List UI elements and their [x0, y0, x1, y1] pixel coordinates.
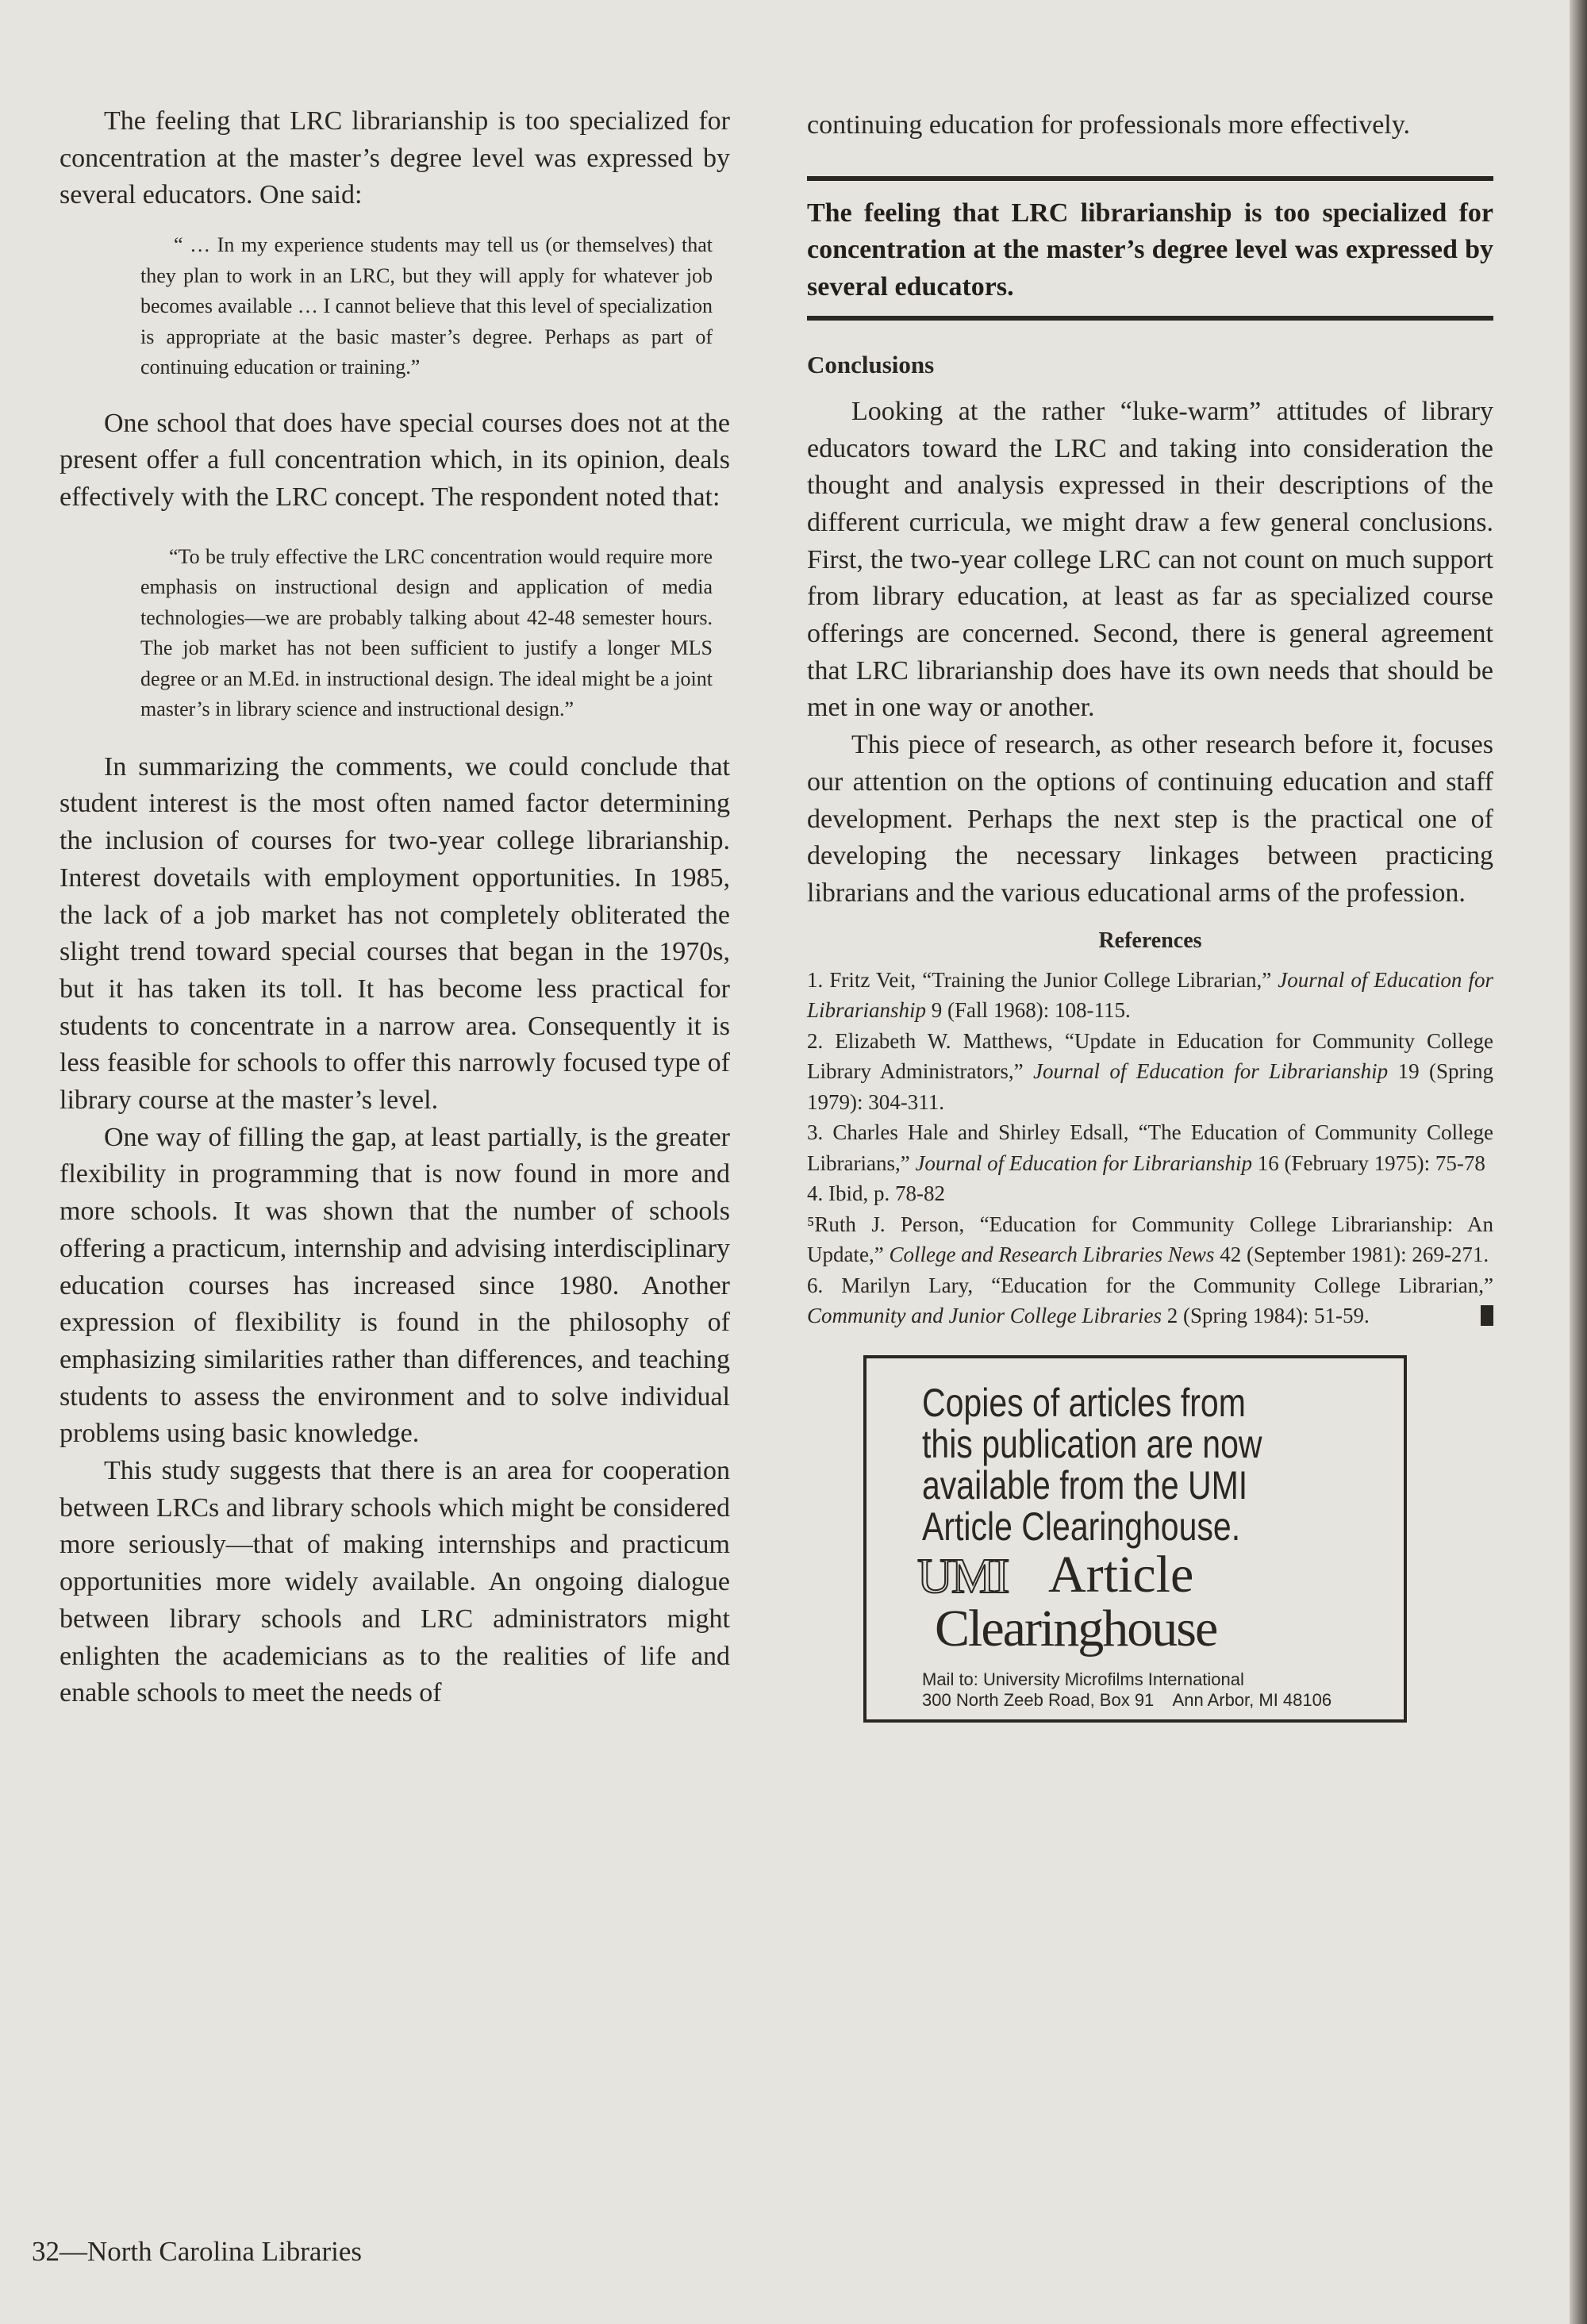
paragraph: In summarizing the comments, we could conclude that student interest is the most often named factor determining the inclusion of courses for two-year college librarianship. Interest dovetails with employment opportunities. In 1985, the lack of a job market has not completely obliterated the slight trend toward special courses that began in the 1970s, but it has taken its toll. It has become less practical for students to concentrate in a narrow area. Consequently it is less feasible for schools to offer this narrowly focused type of library course at the master’s level.: [60, 751, 730, 1116]
pullquote-text: The feeling that LRC librarianship is too specialized for concentration at the master’s degree level was expressed by several educators.: [807, 198, 1493, 302]
ad-headline-line: Copies of articles from: [922, 1380, 1246, 1425]
block-quote: “ … In my experience students may tell us (or themselves) that they plan to work in an LRC, but they will apply for whatever job becomes available … I cannot believe that this level of specialization is appropriate at the basic master’s degree. Perhaps as part of continuing education or training.”: [140, 233, 713, 379]
reference-journal: Journal of Education for Librarianship: [807, 967, 1493, 1023]
conclusions-section: [807, 351, 1493, 912]
reference-item: [807, 1178, 1493, 1209]
page-footer: 32—North Carolina Libraries: [32, 2236, 363, 2267]
paragraph: One school that does have special courses does not at the present offer a full concentration which, in its opinion, deals effectively with the LRC concept. The respondent noted that:: [60, 408, 730, 513]
end-mark-icon: [1481, 1305, 1493, 1326]
references-title: References: [1098, 928, 1202, 953]
reference-text: 16 (February 1975): 75-78: [1251, 1150, 1485, 1175]
reference-text: 2. Elizabeth W. Matthews, “Update in Education for Community College Library Administrators,”: [807, 1028, 1493, 1084]
reference-item: [807, 1209, 1493, 1270]
ad-headline: [922, 1382, 1262, 1547]
left-column: [60, 103, 730, 1712]
reference-item: [807, 1117, 1493, 1178]
paragraph: Looking at the rather “luke-warm” attitudes of library educators toward the LRC and taking into consideration the thought and analysis expressed in their descriptions of the different curricula, we might draw a few general conclusions. First, the two-year college LRC can not count on much support from library education, at least as far as specialized course offerings are concerned. Second, there is general agreement that LRC librarianship does have its own needs that should be met in one way or another.: [807, 396, 1493, 723]
paragraph: This piece of research, as other research before it, focuses our attention on the options of continuing education and staff development. Perhaps the next step is the practical one of developing the necessary linkages between practicing librarians and the various educational arms of the profession.: [807, 730, 1493, 908]
paragraph: continuing education for professionals more effectively.: [807, 110, 1411, 140]
logo-article: Article: [1048, 1545, 1194, 1604]
reference-text: 2 (Spring 1984): 51-59.: [1162, 1304, 1370, 1328]
reference-text: 42 (September 1981): 269-271.: [1214, 1243, 1489, 1267]
mail-line: Mail to: University Microfilms International: [922, 1669, 1244, 1689]
pullquote-top-rule: [807, 176, 1493, 181]
logo-clearinghouse: Clearinghouse: [935, 1599, 1217, 1658]
ad-headline-line: available from the UMI: [922, 1462, 1248, 1508]
references: [807, 928, 1493, 1331]
right-column: [807, 107, 1493, 1723]
reference-text: 9 (Fall 1968): 108-115.: [926, 998, 1131, 1023]
reference-journal: Community and Junior College Libraries: [807, 1304, 1162, 1328]
pullquote-bottom-rule: [807, 316, 1493, 321]
reference-journal: Journal of Education for Librarianship: [1033, 1059, 1389, 1084]
reference-journal: College and Research Libraries News: [889, 1243, 1215, 1267]
reference-text: ⁵Ruth J. Person, “Education for Community College Librarianship: An Update,”: [807, 1212, 1493, 1267]
reference-item: [807, 965, 1493, 1026]
mail-line: 300 North Zeeb Road, Box 91 Ann Arbor, MI 48106: [922, 1689, 1332, 1710]
paragraph: The feeling that LRC librarianship is too specialized for concentration at the master’s degree level was expressed by several educators. One said:: [60, 106, 730, 210]
reference-text: 19 (Spring 1979): 304-311.: [807, 1059, 1494, 1114]
umi-advertisement: [863, 1355, 1407, 1723]
logo-umi: UMI: [917, 1549, 1009, 1604]
block-quote: “To be truly effective the LRC concentration would require more emphasis on instructional design and application of media technologies—we are probably talking about 42-48 semester hours. The job market has not been sufficient to justify a longer MLS degree or an M.Ed. in instructional design. The ideal might be a joint master’s in library science and instructional design.”: [140, 544, 713, 721]
reference-text: 6. Marilyn Lary, “Education for the Community College Librarian,”: [807, 1273, 1493, 1297]
mail-address: [922, 1669, 1331, 1711]
umi-logo: [917, 1545, 1362, 1660]
reference-text: 4. Ibid, p. 78-82: [807, 1181, 945, 1206]
reference-item: [807, 1026, 1493, 1118]
ad-headline-line: this publication are now: [922, 1421, 1262, 1466]
reference-text: 3. Charles Hale and Shirley Edsall, “The Education of Community College Librarians,”: [807, 1120, 1493, 1175]
ad-headline-line: Article Clearinghouse.: [922, 1504, 1241, 1549]
pullquote: [807, 195, 1493, 306]
paragraph: One way of filling the gap, at least partially, is the greater flexibility in programming that is now found in more and more schools. It was shown that the number of schools offering a practicum, internship and advising interdisciplinary education courses has increased since 1980. Another expression of flexibility is found in the philosophy of emphasizing similarities rather than differences, and teaching students to assess the environment and to solve individual problems using basic knowledge.: [60, 1122, 730, 1449]
page-edge: [1570, 0, 1587, 2324]
section-heading: Conclusions: [807, 350, 935, 378]
paragraph: This study suggests that there is an area for cooperation between LRCs and library schools which might be considered more seriously—that of making internships and practicum opportunities more widely available. An ongoing dialogue between library schools and LRC administrators might enlighten the academicians as to the realities of life and enable schools to meet the needs of: [60, 1456, 730, 1708]
reference-text: 1. Fritz Veit, “Training the Junior College Librarian,”: [807, 967, 1278, 992]
reference-journal: Journal of Education for Librarianship: [915, 1150, 1252, 1175]
reference-item: [807, 1270, 1493, 1331]
